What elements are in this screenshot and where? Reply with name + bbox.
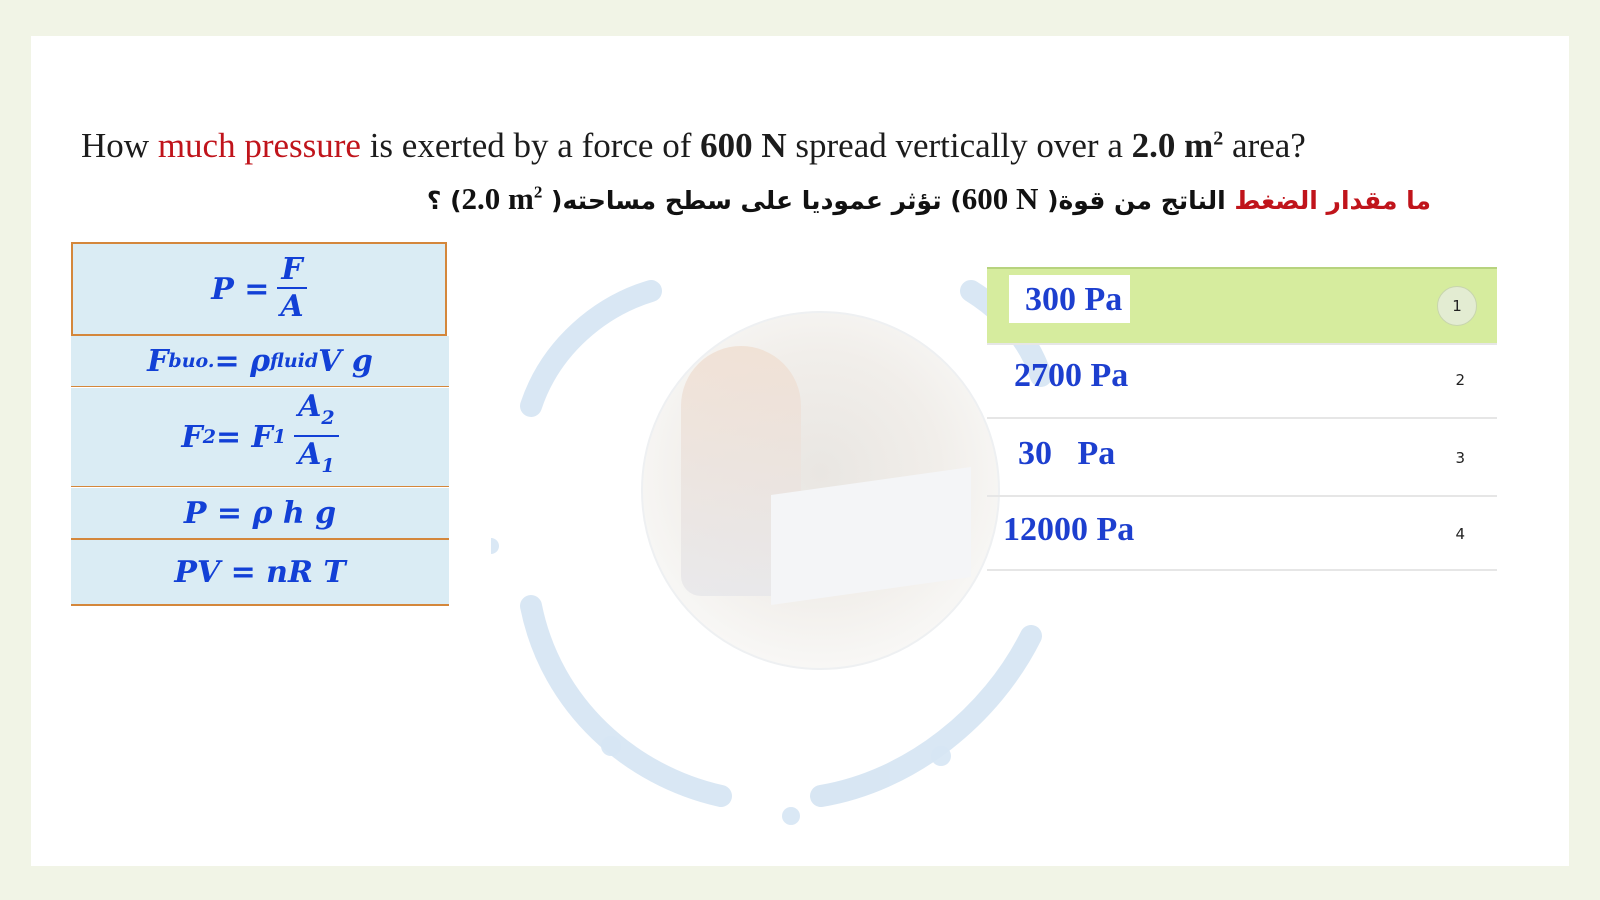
question-highlight: much pressure (157, 126, 361, 165)
answer-option-4[interactable] (987, 497, 1497, 571)
formula-fluid-pressure (71, 488, 449, 540)
formula-term: = F (215, 419, 273, 455)
formula-hydraulic (71, 388, 449, 487)
area-value (1132, 126, 1224, 165)
answer-label: 2700 Pa (1014, 357, 1129, 394)
formula-term: PV = nR T (174, 554, 346, 590)
formula-buoyancy (71, 336, 449, 387)
question-text: area? (1223, 126, 1306, 165)
force-value-ar: 600 N (961, 181, 1039, 216)
question-ar-text: الناتج من قوة( (1038, 186, 1235, 215)
formula-subscript: 2 (202, 426, 216, 448)
answer-label: 300 Pa (1009, 275, 1130, 323)
answer-option-2[interactable] (987, 343, 1497, 419)
answer-number: 3 (1455, 449, 1465, 467)
formula-term: V g (318, 343, 373, 379)
formula-ideal-gas (71, 540, 449, 606)
answer-number: 2 (1455, 371, 1465, 389)
area-exponent: 2 (1213, 127, 1224, 150)
fraction-denominator (298, 437, 335, 484)
formula-term: = ρ (214, 343, 271, 379)
question-text: spread vertically over a (786, 126, 1132, 165)
formula-subscript: buo. (168, 350, 215, 372)
formula-term: F (181, 419, 203, 455)
force-value: 600 N (700, 126, 787, 165)
area-value-ar (462, 181, 543, 216)
fraction-denominator: A (280, 289, 304, 324)
slide (31, 36, 1569, 866)
formula-subscript: fluid (270, 350, 319, 372)
formula-subscript: 2 (321, 407, 335, 429)
formula-lhs: P = (211, 271, 270, 307)
question-ar-text: ) تؤثر عموديا على سطح مساحته( (542, 186, 962, 215)
fraction-numerator: F (277, 253, 306, 289)
formula-term: F (147, 343, 169, 379)
formula-pressure (71, 242, 447, 336)
fraction (277, 253, 306, 325)
question-text: How (81, 126, 158, 165)
area-base-ar: 2.0 m (461, 181, 534, 216)
answer-number-badge: 1 (1437, 286, 1477, 326)
answer-label: 12000 Pa (1003, 511, 1135, 548)
answer-number: 4 (1455, 525, 1465, 543)
question-english (81, 126, 1306, 166)
answer-option-3[interactable] (987, 419, 1497, 497)
formula-subscript: 1 (272, 426, 287, 448)
question-arabic (381, 181, 1431, 217)
question-ar-text: ) ؟ (426, 186, 462, 215)
area-base: 2.0 m (1131, 126, 1214, 165)
question-ar-highlight: ما مقدار الضغط (1234, 186, 1431, 215)
fraction-numerator (294, 390, 339, 437)
formula-subscript: 1 (321, 455, 335, 477)
formula-term: A (298, 437, 322, 472)
area-exponent-ar: 2 (533, 182, 543, 202)
formula-term: A (298, 389, 322, 424)
formula-term: P = ρ h g (183, 495, 337, 531)
answer-label: 30 Pa (1018, 435, 1116, 472)
answer-option-1[interactable] (987, 267, 1497, 345)
fraction (294, 390, 339, 484)
question-text: is exerted by a force of (360, 126, 701, 165)
